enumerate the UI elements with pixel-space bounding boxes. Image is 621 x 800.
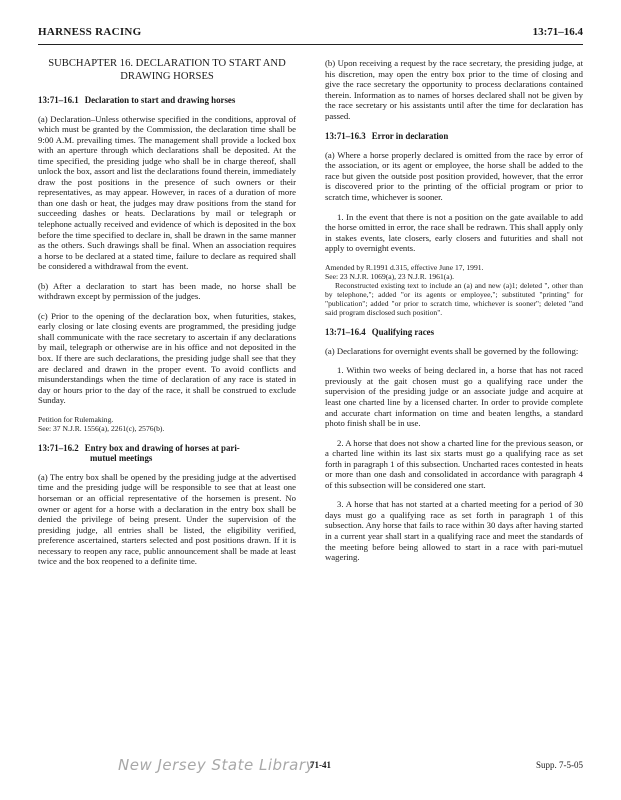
paragraph: (a) Declarations for overnight events shall be governed by the following: bbox=[325, 345, 579, 356]
history-note bbox=[38, 415, 296, 433]
paragraph: (a) Declaration–Unless otherwise specified in the conditions, approval of which must be granted by the Commission, the declaration time shall be 9:00 A.M. prevailing times. The management shall provide a locked box with an aperture through which declarations shall be deposited. At the time specified, the presiding judge who shall be in charge thereof, shall unlock the box, assort and list the declarations found therein, immediately draw the post positions in the presence of such owners or their representatives, as may appear. However, in races of a duration of more than one dash or heat, the judges may draw positions from the stand for succeeding dashes or heats. Declarations by mail or telegraph or telephone actually received and evidence of which is deposited in the box before the time specified to declare in, shall be drawn in the same manner as the others. Such drawings shall be final. When an association requires a horse to be declared at a stated time, failure to declare as required shall be considered a withdrawal from the event. bbox=[38, 113, 296, 272]
paragraph: (a) The entry box shall be opened by the presiding judge at the advertised time and the presiding judge will be responsible to see that at least one horseman or an official representative of the horsemen is present. No owner or agent for a horse with a declaration in the entry box shall be denied the privilege of being present. Under the supervision of the presiding judge, all entries shall be listed, the eligibility verified, preference ascertained, starters selected and post positions drawn. If it is necessary to reopen any race, public announcement shall be made at least twice and the box reopened to a definite time. bbox=[38, 471, 296, 567]
section-number: 13:71–16.2 bbox=[38, 442, 79, 453]
right-column bbox=[325, 58, 583, 572]
left-column bbox=[38, 58, 296, 576]
paragraph: (b) After a declaration to start has been made, no horse shall be withdrawn except by permission of the judges. bbox=[38, 280, 296, 302]
section-number: 13:71–16.3 bbox=[325, 131, 366, 142]
library-watermark: New Jersey State Library bbox=[118, 756, 315, 774]
page-footer bbox=[38, 752, 583, 776]
section-caption: Qualifying races bbox=[371, 327, 435, 338]
paragraph: 2. A horse that does not show a charted line for the previous season, or a charted line within its last six starts must go a qualifying race as set forth in paragraph 1 of this subsection. Uncharted races contested in heats or more than one dash and consolidated in accordance with paragraph 4 of this subsection will be considered one start. bbox=[325, 437, 583, 490]
history-note bbox=[325, 263, 583, 318]
subchapter-title: SUBCHAPTER 16. DECLARATION TO START AND DRAWING HORSES bbox=[48, 58, 286, 82]
supplement-date: Supp. 7-5-05 bbox=[536, 760, 583, 770]
paragraph: 1. In the event that there is not a position on the gate available to add the horse omitted in error, the race shall be redrawn. This shall apply only in stakes events, late closers, early closers and futurities and shall not apply to overnight events. bbox=[325, 211, 583, 254]
paragraph: 1. Within two weeks of being declared in, a horse that has not raced previously at the gait chosen must go a qualifying race under the supervision of the presiding judge or an associate judge and acquire at least one charted line by a licensed charter. In order to provide complete and accurate chart information on time and beaten lengths, a standard photo finish shall be in use. bbox=[325, 365, 583, 429]
running-header bbox=[38, 24, 583, 45]
section-heading-16-4 bbox=[325, 327, 583, 338]
section-caption: Error in declaration bbox=[371, 131, 449, 142]
section-heading-16-2 bbox=[38, 443, 296, 464]
note-line: See: 37 N.J.R. 1556(a), 2261(c), 2576(b). bbox=[38, 423, 165, 433]
section-heading-16-1 bbox=[38, 95, 296, 106]
section-number: 13:71–16.4 bbox=[325, 327, 366, 338]
paragraph: 3. A horse that has not started at a charted meeting for a period of 30 days must go a qualifying race as set forth in paragraph 1 of this subsection. Any horse that fails to race within 30 days after having started in a current year shall start in a qualifying race and meet the standards of the meeting before being allowed to start in a race with pari-mutuel wagering. bbox=[325, 499, 583, 563]
header-section-range: 13:71–16.4 bbox=[532, 26, 583, 38]
note-line: Reconstructed existing text to include an (a) and new (a)1; deleted ", other than by telephone,"; added "or its agents or employee,"; substituted "printing" for "publication"; added "or prior to scratch time, whichever is sooner"; deleted "and said program disclosed such position". bbox=[325, 280, 583, 318]
section-caption: Declaration to start and drawing horses bbox=[84, 95, 236, 105]
header-title: HARNESS RACING bbox=[38, 26, 142, 38]
paragraph: (c) Prior to the opening of the declaration box, when futurities, stakes, early closing or late closing events are programmed, the presiding judge shall communicate with the race secretary to ascertain if any declarations by mail, telegraph or otherwise are in his office and not deposited in the box. If there are such declarations, the presiding judge shall see that they are declared and drawn in the proper event. To avoid conflicts and misunderstandings when the time of declaration of any race is stated in day or hours prior to the day of the race, it shall be construed to exclude Sunday. bbox=[38, 310, 296, 406]
paragraph: (b) Upon receiving a request by the race secretary, the presiding judge, at his discretion, may open the entry box prior to the time of closing and give the race secretary the opportunity to process declarations contained therein. Information as to names of horses declared shall not be given by the race secretary or his assistants until after the time for declaration has passed. bbox=[325, 58, 583, 121]
section-number: 13:71–16.1 bbox=[38, 95, 79, 105]
note-line: Amended by R.1991 d.315, effective June 17, 1991. bbox=[325, 262, 484, 272]
section-caption: Entry box and drawing of horses at pari- bbox=[84, 442, 240, 453]
page-number: 71-41 bbox=[310, 760, 331, 770]
note-line: Petition for Rulemaking. bbox=[38, 414, 114, 424]
paragraph: (a) Where a horse properly declared is omitted from the race by error of the association, or its agent or employee, the horse shall be added to the race but given the outside post position provided, however, that the error is discovered prior to the printing of the official program or prior to scratch time, whichever is sooner. bbox=[325, 149, 583, 202]
note-line: See: 23 N.J.R. 1069(a), 23 N.J.R. 1961(a). bbox=[325, 271, 455, 281]
section-caption-continued: mutuel meetings bbox=[90, 453, 153, 464]
section-heading-16-3 bbox=[325, 131, 583, 142]
